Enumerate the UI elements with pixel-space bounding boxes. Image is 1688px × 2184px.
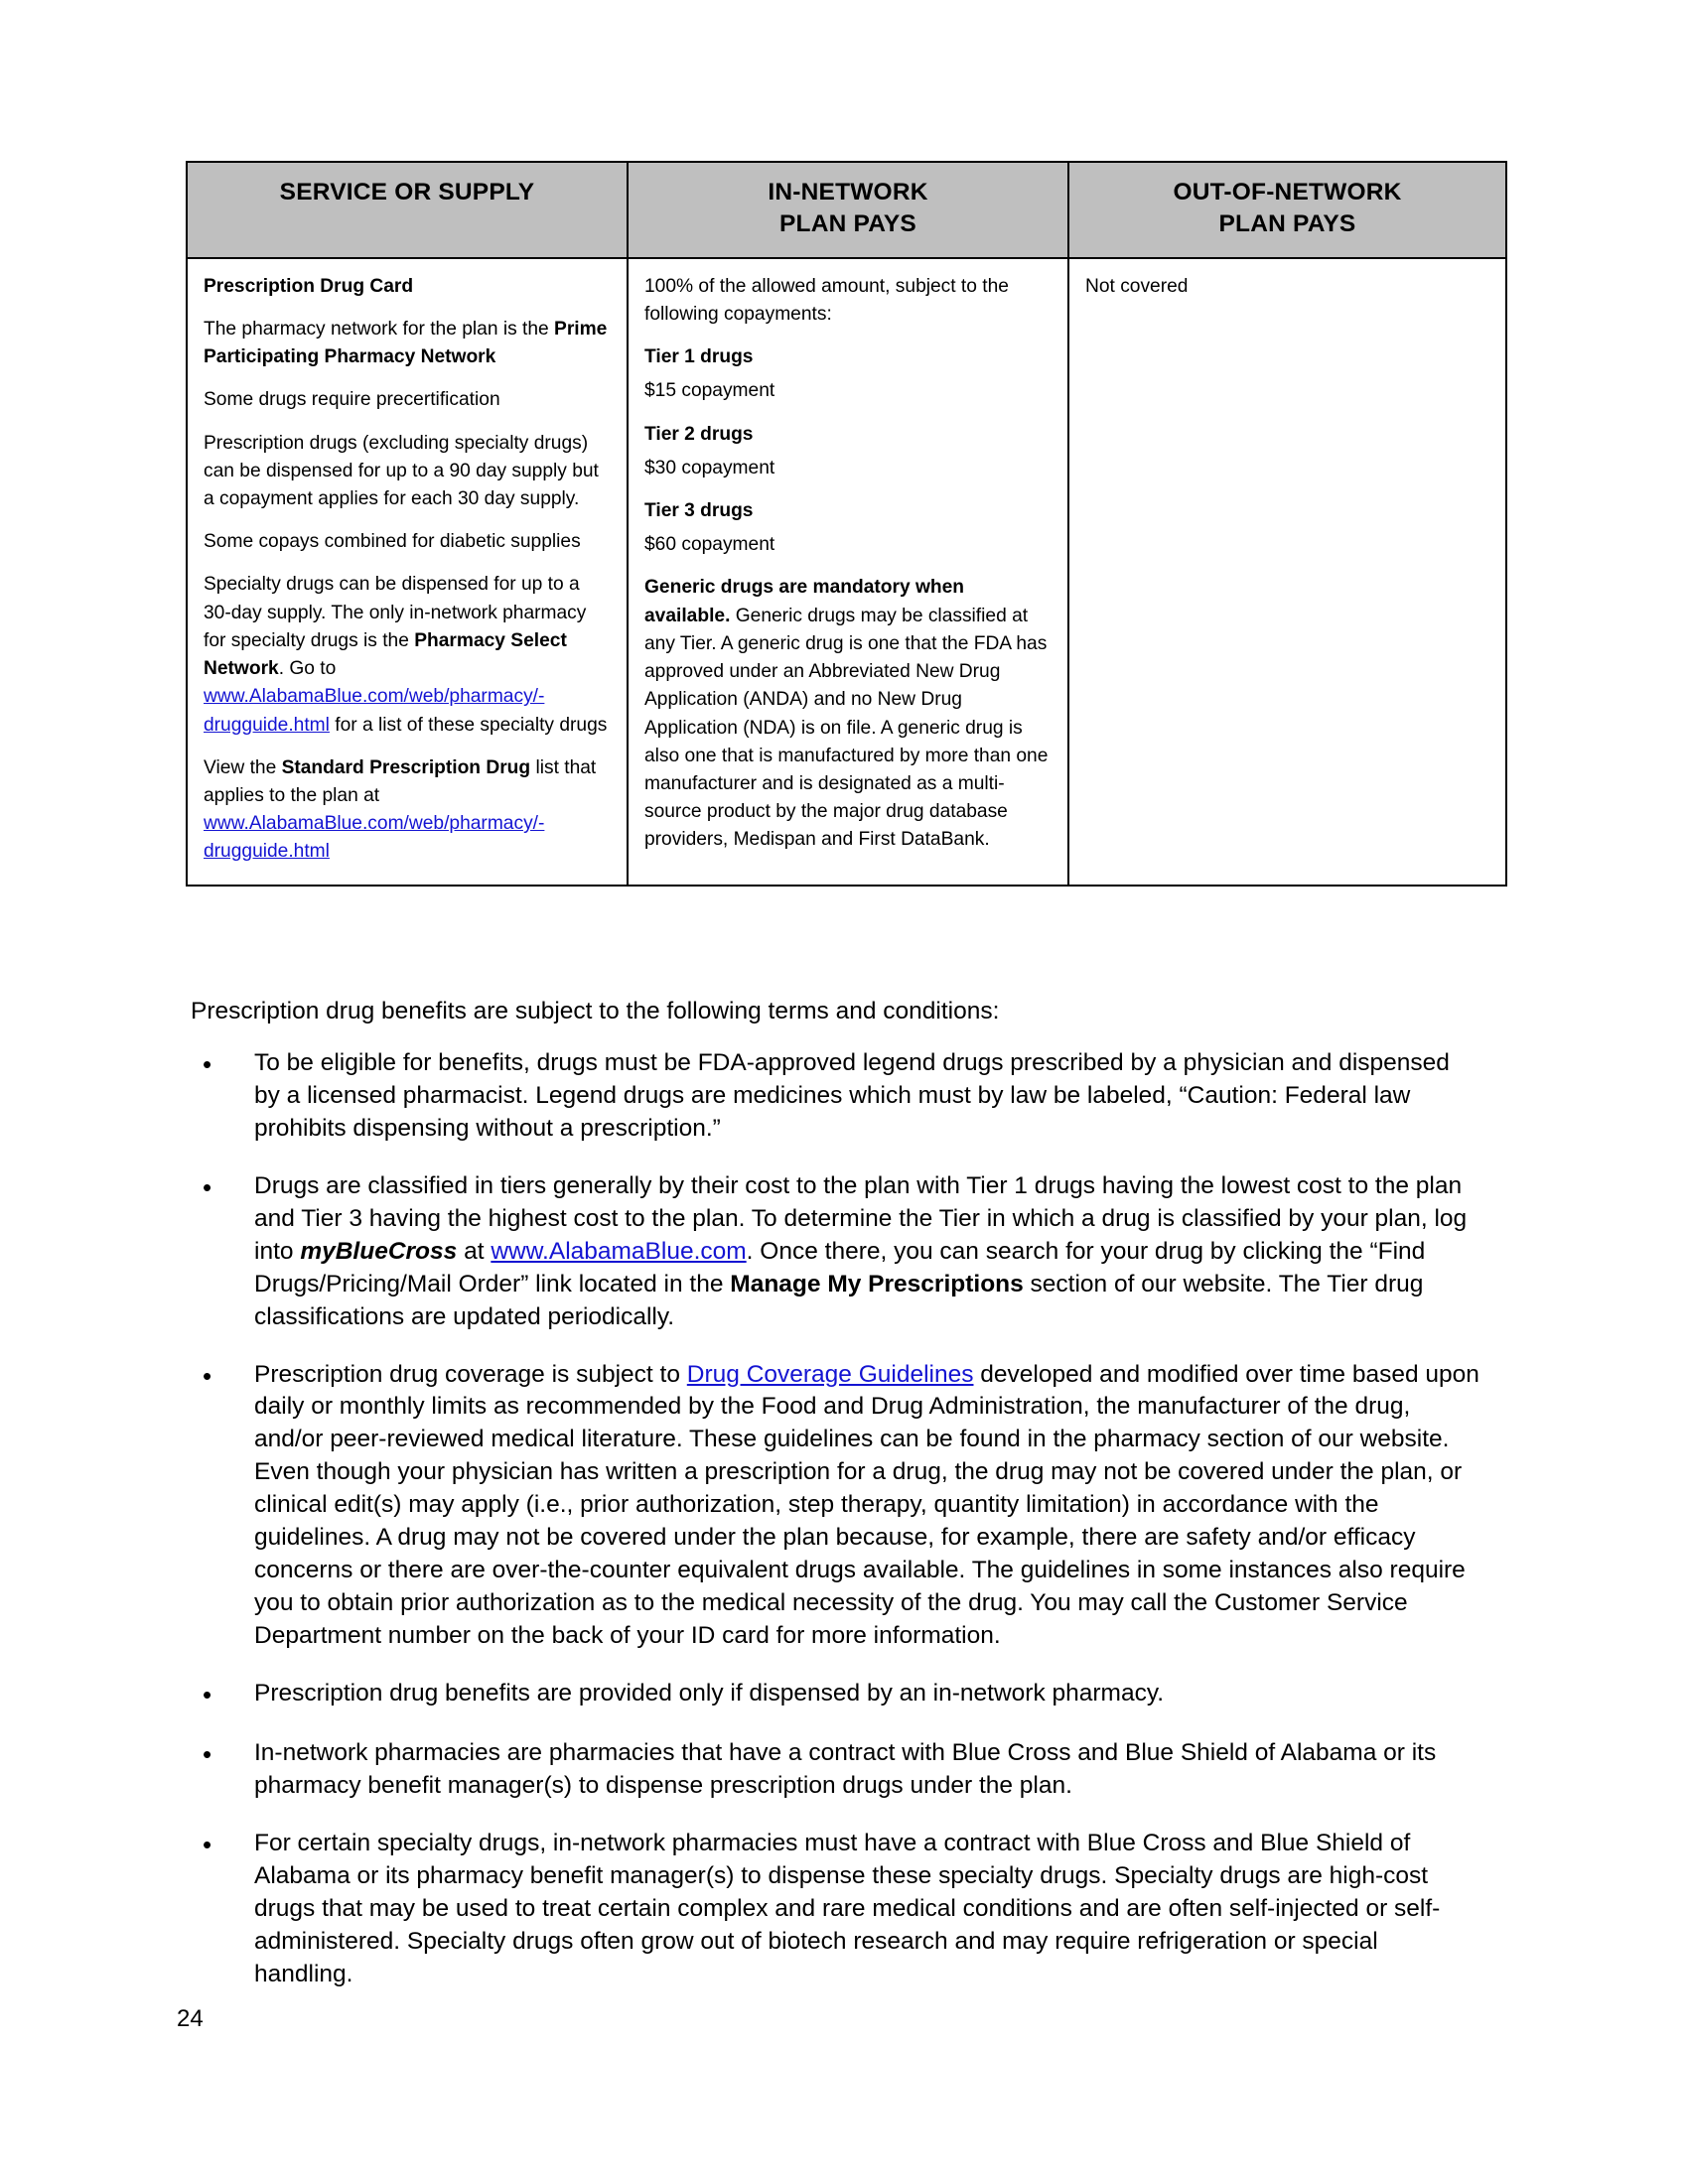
standard-drug-list-mid: list that applies to the plan at xyxy=(204,756,597,806)
ninety-day-supply-paragraph: Prescription drugs (excluding specialty drugs) can be dispensed for up to a 90 day supply but a copayment applies for each 30 day supply. xyxy=(204,432,599,509)
tier-1-label: Tier 1 drugs xyxy=(644,346,754,368)
tier-2-copay: $30 copayment xyxy=(644,457,775,478)
out-of-network-column-content xyxy=(1069,259,1505,319)
prescription-drug-card-title: Prescription Drug Card xyxy=(204,275,414,297)
drug-coverage-guidelines-link[interactable]: Drug Coverage Guidelines xyxy=(686,1360,974,1388)
bullet-icon: • xyxy=(203,1171,212,1202)
mybluecross-label: myBlueCross xyxy=(300,1237,458,1265)
specialty-drugs-text-pre: Specialty drugs can be dispensed for up to a 30-day supply. The only in-network pharmacy for specialty drugs is the xyxy=(204,574,587,651)
drugguide-link-standard[interactable]: www.AlabamaBlue.com/web/pharmacy/-drugguide.html xyxy=(204,813,545,863)
bullet-icon: • xyxy=(203,1049,212,1079)
bullet-icon: • xyxy=(203,1829,212,1859)
specialty-drugs-text-mid: . Go to xyxy=(278,658,337,680)
table-body xyxy=(187,258,1506,886)
header-out-of-network xyxy=(1068,162,1506,258)
tier-1-copay: $15 copayment xyxy=(644,380,775,402)
not-covered-text: Not covered xyxy=(1085,275,1189,297)
diabetic-supplies-paragraph: Some copays combined for diabetic supplies xyxy=(204,531,581,553)
guidelines-part1: Prescription drug coverage is subject to xyxy=(254,1360,687,1388)
cell-in-network-plan-pays xyxy=(628,258,1068,886)
tiers-part2: at xyxy=(457,1237,492,1265)
header-out-of-network-line1: OUT-OF-NETWORK xyxy=(1173,179,1402,205)
specialty-drugs-paragraph xyxy=(204,571,611,739)
list-item xyxy=(191,1359,1481,1653)
pharmacy-network-text: The pharmacy network for the plan is the xyxy=(204,318,555,340)
header-out-of-network-line2: PLAN PAYS xyxy=(1218,210,1356,238)
allowed-amount-paragraph: 100% of the allowed amount, subject to the following copayments: xyxy=(644,275,1009,325)
generic-drugs-paragraph xyxy=(644,574,1052,854)
list-item xyxy=(191,1678,1481,1712)
bullet-text-coverage-guidelines xyxy=(254,1359,1481,1653)
bullet-icon: • xyxy=(203,1679,212,1709)
header-in-network xyxy=(628,162,1068,258)
bullet-text-specialty-drugs: For certain specialty drugs, in-network pharmacies must have a contract with Blue Cross and Blue Shield of Alabama or its pharmacy benefit manager(s) to dispense these specialty drugs. Specialty drugs are high-cost drugs that may be used to treat certain complex and rare medical conditions and are often self-injected or self-administered. Specialty drugs often grow out of biotech research and may require refrigeration or special handling. xyxy=(254,1829,1441,1987)
bullet-text-eligibility: To be eligible for benefits, drugs must be FDA-approved legend drugs prescribed by a physician and dispensed by a licensed pharmacist. Legend drugs are medicines which must by law be labeled, “Caution: Federal law prohibits dispensing without a prescription.” xyxy=(254,1049,1450,1142)
service-column-content xyxy=(188,259,627,885)
tiers-part3: . Once there, you can search for your drug by clicking the “Find Drugs/Pricing/Mail Order” link located in the xyxy=(254,1237,1426,1297)
list-item xyxy=(191,1737,1481,1803)
pharmacy-network-paragraph xyxy=(204,316,611,371)
manage-my-prescriptions-bold: Manage My Prescriptions xyxy=(730,1270,1024,1297)
in-network-column-content xyxy=(629,259,1067,873)
table-header xyxy=(187,162,1506,258)
bullet-icon: • xyxy=(203,1738,212,1769)
list-item xyxy=(191,1170,1481,1334)
tier-2-label: Tier 2 drugs xyxy=(644,423,754,445)
terms-intro-paragraph: Prescription drug benefits are subject to the following terms and conditions: xyxy=(191,998,1000,1024)
alabamablue-link[interactable]: www.AlabamaBlue.com xyxy=(491,1237,747,1265)
list-item xyxy=(191,1047,1481,1146)
specialty-drugs-text-post: for a list of these specialty drugs xyxy=(329,714,608,736)
cell-service-or-supply xyxy=(187,258,628,886)
cell-out-of-network-plan-pays xyxy=(1068,258,1506,886)
bullet-text-in-network-definition: In-network pharmacies are pharmacies that have a contract with Blue Cross and Blue Shield of Alabama or its pharmacy benefit manager(s) to dispense prescription drugs under the plan. xyxy=(254,1738,1437,1799)
precertification-paragraph: Some drugs require precertification xyxy=(204,389,500,411)
standard-drug-list-pre: View the xyxy=(204,756,282,778)
drugguide-link-specialty[interactable]: www.AlabamaBlue.com/web/pharmacy/-drugguide.html xyxy=(204,686,545,736)
list-item xyxy=(191,1828,1481,1991)
tier-3-copay: $60 copayment xyxy=(644,534,775,556)
standard-prescription-drug-bold: Standard Prescription Drug xyxy=(281,756,531,778)
tier-3-label: Tier 3 drugs xyxy=(644,499,754,521)
bullet-text-tiers xyxy=(254,1170,1481,1334)
pharmacy-select-network-bold: Pharmacy Select Network xyxy=(204,629,567,680)
header-service-or-supply-line1: SERVICE OR SUPPLY xyxy=(279,179,535,205)
header-in-network-line2: PLAN PAYS xyxy=(779,210,916,238)
generic-drugs-text: Generic drugs may be classified at any Tier. A generic drug is one that the FDA has approved under an Abbreviated New Drug Application (ANDA) and no New Drug Application (NDA) is on file. A generic drug is also one that is manufactured by more than one manufacturer and is designated as a multi-source product by the major drug database providers, Medispan and First DataBank. xyxy=(644,605,1049,851)
generic-drugs-mandatory-bold: Generic drugs are mandatory when available. xyxy=(644,577,965,626)
benefits-table xyxy=(186,161,1507,887)
prime-participating-pharmacy-network-bold: Prime Participating Pharmacy Network xyxy=(204,318,608,368)
header-in-network-line1: IN-NETWORK xyxy=(768,179,928,205)
page-number: 24 xyxy=(177,2005,204,2032)
standard-drug-list-paragraph xyxy=(204,754,611,867)
header-service-or-supply xyxy=(187,162,628,258)
bullet-text-in-network-only: Prescription drug benefits are provided only if dispensed by an in-network pharmacy. xyxy=(254,1679,1165,1706)
guidelines-part2: developed and modified over time based upon daily or monthly limits as recommended by the Food and Drug Administration, the manufacturer of the drug, and/or peer-reviewed medical literature. These guidelines can be found in the pharmacy section of our website. Even though your physician has written a prescription for a drug, the drug may not be covered under the plan, or clinical edit(s) may apply (i.e., prior authorization, step therapy, quantity limitation) in accordance with the guidelines. A drug may not be covered under the plan because, for example, there are safety and/or efficacy concerns or there are over-the-counter equivalent drugs available. The guidelines in some instances also require you to obtain prior authorization as to the medical necessity of the drug. You may call the Customer Service Department number on the back of your ID card for more information. xyxy=(254,1360,1479,1649)
tiers-part4: section of our website. The Tier drug classifications are updated periodically. xyxy=(254,1270,1424,1330)
bullet-icon: • xyxy=(203,1360,212,1391)
table-row xyxy=(187,258,1506,886)
terms-bullet-list xyxy=(191,1047,1481,2015)
tiers-part1: Drugs are classified in tiers generally by their cost to the plan with Tier 1 drugs having the lowest cost to the plan and Tier 3 having the highest cost to the plan. To determine the Tier in which a drug is classified by your plan, log into xyxy=(254,1171,1468,1265)
table-header-row xyxy=(187,162,1506,258)
